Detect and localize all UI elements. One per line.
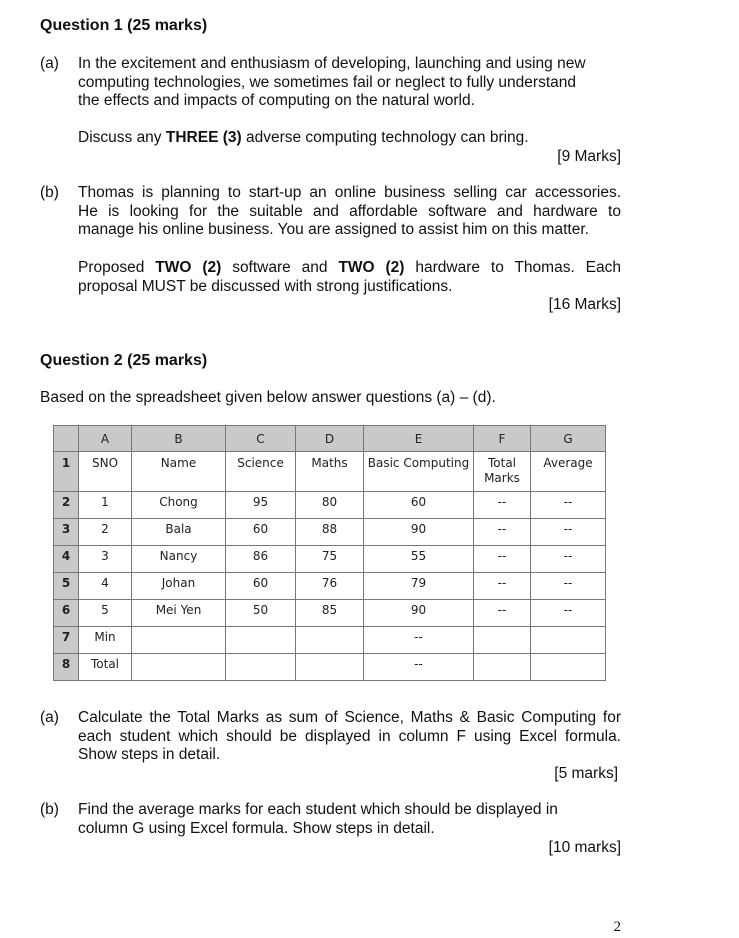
cell: 1	[79, 492, 132, 519]
table-row	[54, 654, 606, 681]
q2b-line: column G using Excel formula. Show steps in detail.	[78, 819, 435, 837]
cell	[531, 627, 606, 654]
q1a-marks: [9 Marks]	[557, 148, 621, 165]
cell: 90	[364, 519, 474, 546]
cell	[531, 654, 606, 681]
cell: 50	[226, 600, 296, 627]
cell	[226, 627, 296, 654]
q1b-line: Thomas is planning to start-up an online business selling car accessories.	[78, 184, 621, 201]
cell: 85	[296, 600, 364, 627]
row-number: 2	[54, 492, 79, 519]
q2a-marks: [5 marks]	[554, 765, 618, 782]
cell: 2	[79, 519, 132, 546]
q2b-text	[78, 801, 621, 838]
row-number: 7	[54, 627, 79, 654]
row-number: 3	[54, 519, 79, 546]
col-letter: B	[132, 426, 226, 452]
table-row	[54, 492, 606, 519]
cell: 3	[79, 546, 132, 573]
q1b-bold-part: TWO (2)	[155, 259, 222, 276]
cell	[296, 654, 364, 681]
row-number: 8	[54, 654, 79, 681]
header-cell: Total Marks	[474, 452, 531, 492]
q2b-label: (b)	[40, 801, 59, 818]
q1b-text-part: software and	[221, 259, 339, 276]
cell	[474, 627, 531, 654]
spreadsheet-table	[53, 425, 606, 681]
page-number: 2	[613, 919, 621, 935]
table-row	[54, 573, 606, 600]
cell: --	[364, 654, 474, 681]
row-number: 4	[54, 546, 79, 573]
q1a-line: computing technologies, we sometimes fail or neglect to fully understand	[78, 73, 576, 91]
cell	[226, 654, 296, 681]
q1b-instruction	[78, 259, 621, 296]
cell	[132, 627, 226, 654]
col-letter: G	[531, 426, 606, 452]
row-number: 1	[54, 452, 79, 492]
q2b-marks: [10 marks]	[548, 839, 621, 856]
row-number: 5	[54, 573, 79, 600]
table-row	[54, 546, 606, 573]
header-cell: Science	[226, 452, 296, 492]
cell: Total	[79, 654, 132, 681]
cell	[474, 654, 531, 681]
cell: 55	[364, 546, 474, 573]
cell: Mei Yen	[132, 600, 226, 627]
q1b-bold-part: TWO (2)	[338, 259, 405, 276]
cell: --	[531, 573, 606, 600]
cell: Bala	[132, 519, 226, 546]
q1a-instruction-bold: THREE (3)	[165, 129, 242, 146]
q1b-text-part: Proposed	[78, 259, 156, 276]
header-cell: Basic Computing	[364, 452, 474, 492]
cell: --	[531, 519, 606, 546]
q1a-line: the effects and impacts of computing on the natural world.	[78, 92, 475, 109]
col-letter: D	[296, 426, 364, 452]
q2a-line: each student which should be displayed in column F using Excel formula.	[78, 727, 621, 745]
col-letter: A	[79, 426, 132, 452]
q1b-marks: [16 Marks]	[548, 296, 621, 313]
cell: --	[474, 573, 531, 600]
cell: Chong	[132, 492, 226, 519]
corner-cell	[54, 426, 79, 452]
cell	[296, 627, 364, 654]
q2a-text	[78, 709, 621, 765]
cell: 60	[226, 573, 296, 600]
cell: 86	[226, 546, 296, 573]
cell: Nancy	[132, 546, 226, 573]
cell: --	[531, 600, 606, 627]
row-number: 6	[54, 600, 79, 627]
q1a-line: In the excitement and enthusiasm of developing, launching and using new	[78, 55, 586, 72]
header-row	[54, 452, 606, 492]
cell: 60	[364, 492, 474, 519]
cell: --	[474, 546, 531, 573]
q2a-label: (a)	[40, 709, 59, 726]
q2b-line: Find the average marks for each student which should be displayed in	[78, 801, 558, 818]
cell: Min	[79, 627, 132, 654]
q2a-line: Show steps in detail.	[78, 746, 221, 763]
q1a-label: (a)	[40, 55, 59, 72]
q1b-line: He is looking for the suitable and affordable software and hardware to	[78, 202, 621, 220]
q1a-text	[78, 55, 621, 111]
q1a-instruction	[78, 129, 621, 148]
cell: Johan	[132, 573, 226, 600]
q1a-instruction-pre: Discuss any	[78, 129, 166, 146]
col-letter: F	[474, 426, 531, 452]
cell: --	[531, 546, 606, 573]
col-letter: C	[226, 426, 296, 452]
header-cell: Maths	[296, 452, 364, 492]
cell: 5	[79, 600, 132, 627]
table-row	[54, 519, 606, 546]
question-1-title: Question 1 (25 marks)	[40, 17, 208, 34]
question-2-title: Question 2 (25 marks)	[40, 352, 208, 369]
q2-intro: Based on the spreadsheet given below answer questions (a) – (d).	[40, 389, 496, 406]
cell: 90	[364, 600, 474, 627]
cell: --	[531, 492, 606, 519]
q1b-instruction-line1	[78, 259, 621, 278]
col-letter: E	[364, 426, 474, 452]
cell: --	[364, 627, 474, 654]
cell: 95	[226, 492, 296, 519]
q1b-line: manage his online business. You are assigned to assist him on this matter.	[78, 221, 589, 238]
cell: 76	[296, 573, 364, 600]
table-row	[54, 627, 606, 654]
cell: 75	[296, 546, 364, 573]
cell: --	[474, 600, 531, 627]
header-cell: SNO	[79, 452, 132, 492]
cell: --	[474, 492, 531, 519]
cell: 4	[79, 573, 132, 600]
cell: 88	[296, 519, 364, 546]
cell	[132, 654, 226, 681]
q2a-line: Calculate the Total Marks as sum of Science, Maths & Basic Computing for	[78, 709, 621, 726]
cell: --	[474, 519, 531, 546]
column-letter-row	[54, 426, 606, 452]
cell: 60	[226, 519, 296, 546]
q1b-instruction-line2: proposal MUST be discussed with strong justifications.	[78, 277, 453, 295]
header-cell: Name	[132, 452, 226, 492]
q1b-label: (b)	[40, 184, 59, 201]
header-cell: Average	[531, 452, 606, 492]
cell: 80	[296, 492, 364, 519]
table-row	[54, 600, 606, 627]
q1a-instruction-post: adverse computing technology can bring.	[241, 129, 529, 146]
q1b-text	[78, 184, 621, 240]
cell: 79	[364, 573, 474, 600]
q1b-text-part: hardware to Thomas. Each	[404, 259, 621, 276]
